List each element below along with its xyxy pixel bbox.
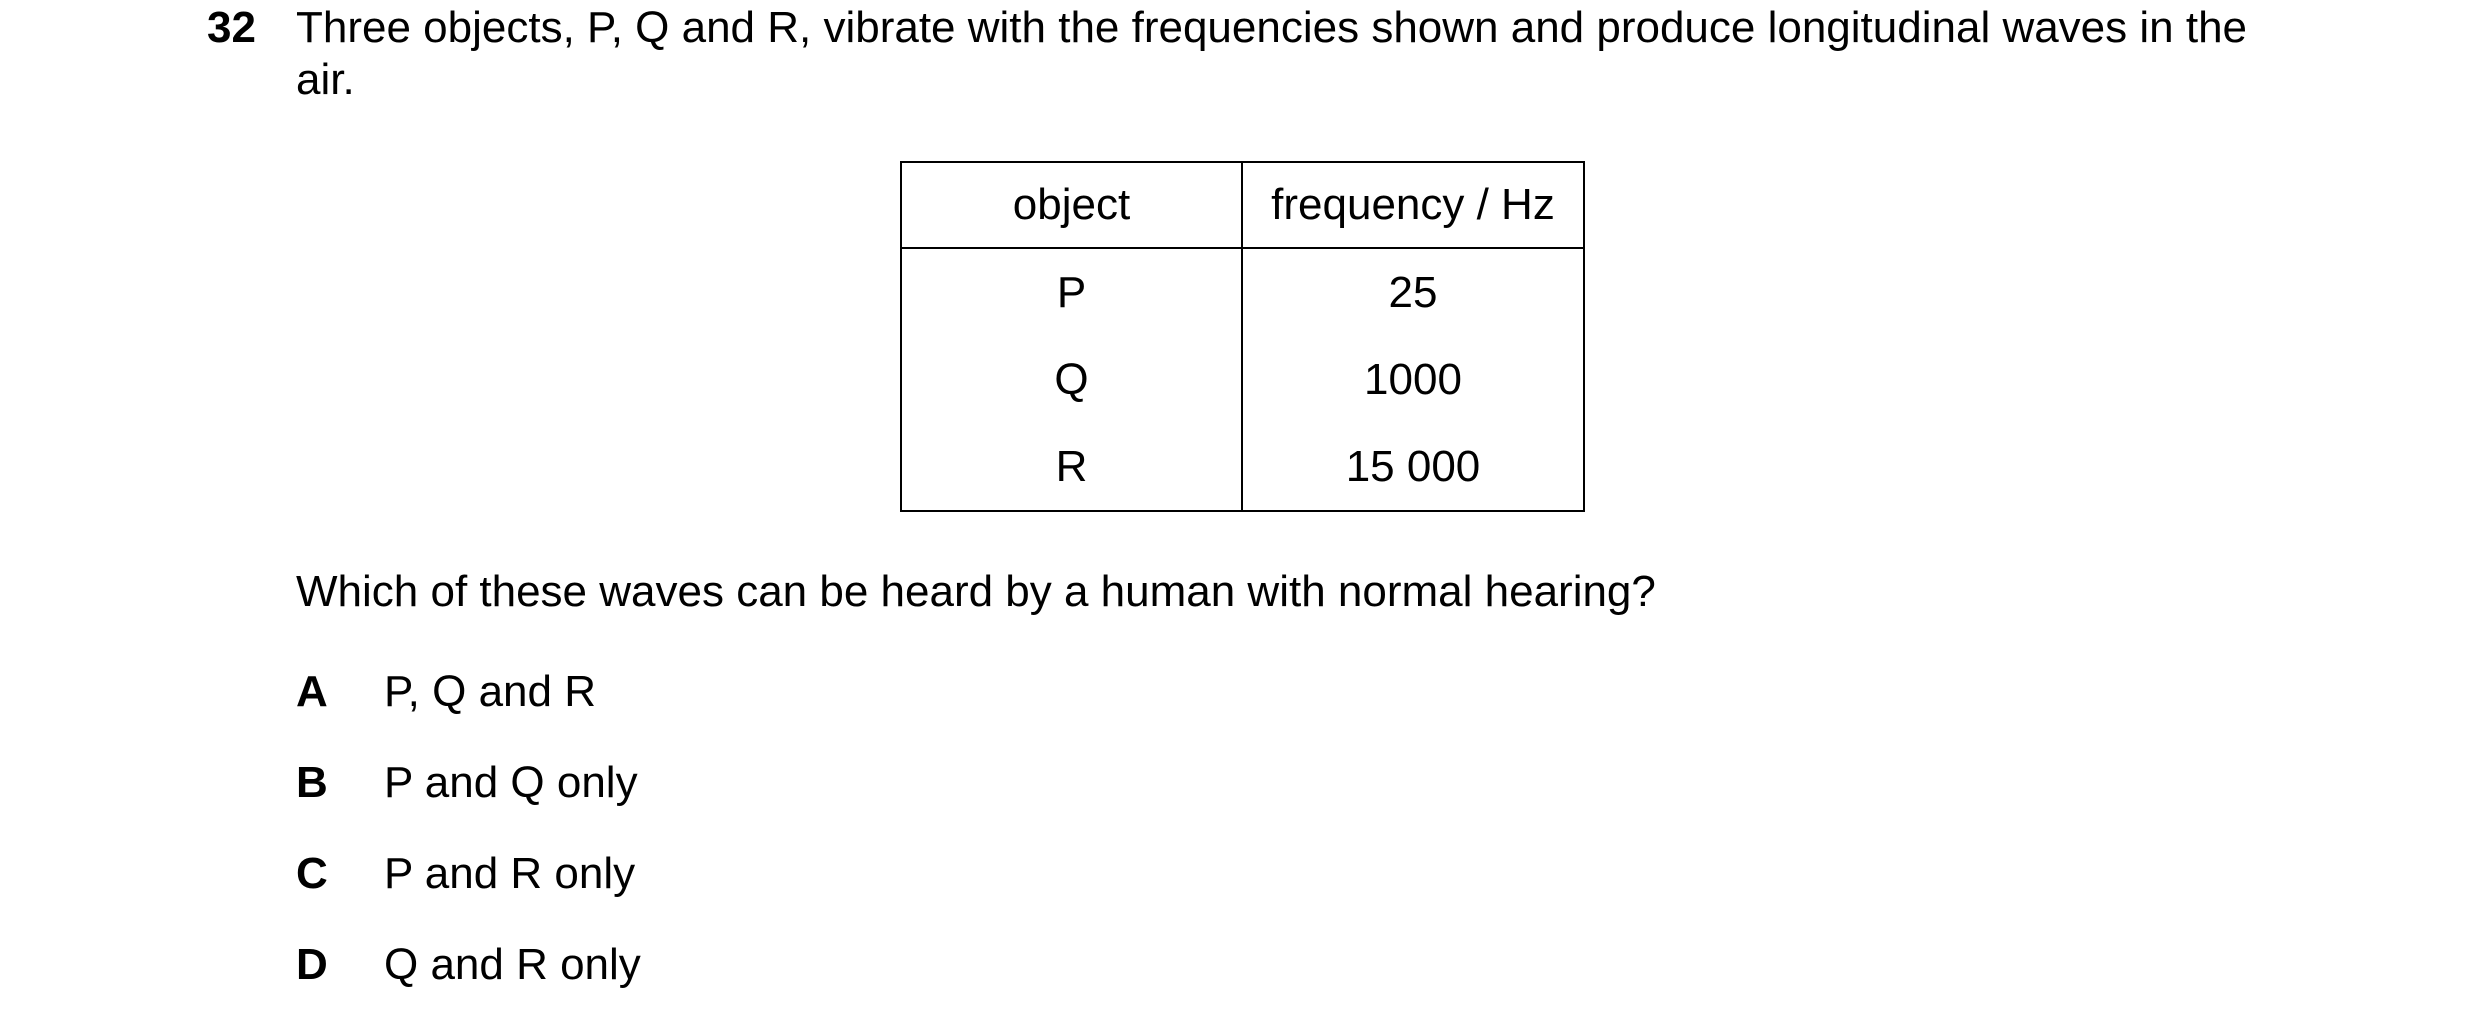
cell-frequency: 25 bbox=[1242, 248, 1584, 336]
question-number: 32 bbox=[207, 3, 256, 52]
option-text: Q and R only bbox=[384, 940, 641, 989]
option-text: P and R only bbox=[384, 849, 636, 898]
option-text: P, Q and R bbox=[384, 667, 596, 716]
frequency-table bbox=[900, 161, 1585, 512]
option-letter: D bbox=[296, 940, 328, 989]
option-letter: C bbox=[296, 849, 328, 898]
table-row bbox=[901, 336, 1584, 423]
cell-frequency: 1000 bbox=[1242, 336, 1584, 423]
option-letter: A bbox=[296, 667, 328, 716]
cell-object: P bbox=[901, 248, 1242, 336]
table-header-row bbox=[901, 162, 1584, 248]
column-header-frequency: frequency / Hz bbox=[1242, 162, 1584, 248]
cell-object: R bbox=[901, 423, 1242, 511]
option-text: P and Q only bbox=[384, 758, 638, 807]
column-header-object: object bbox=[901, 162, 1242, 248]
option-letter: B bbox=[296, 758, 328, 807]
table-row bbox=[901, 248, 1584, 336]
table-row bbox=[901, 423, 1584, 511]
cell-frequency: 15 000 bbox=[1242, 423, 1584, 511]
question-prompt: Which of these waves can be heard by a human with normal hearing? bbox=[296, 567, 1656, 616]
question-stem: Three objects, P, Q and R, vibrate with the frequencies shown and produce longitudinal waves in the air. bbox=[296, 3, 2248, 104]
cell-object: Q bbox=[901, 336, 1242, 423]
